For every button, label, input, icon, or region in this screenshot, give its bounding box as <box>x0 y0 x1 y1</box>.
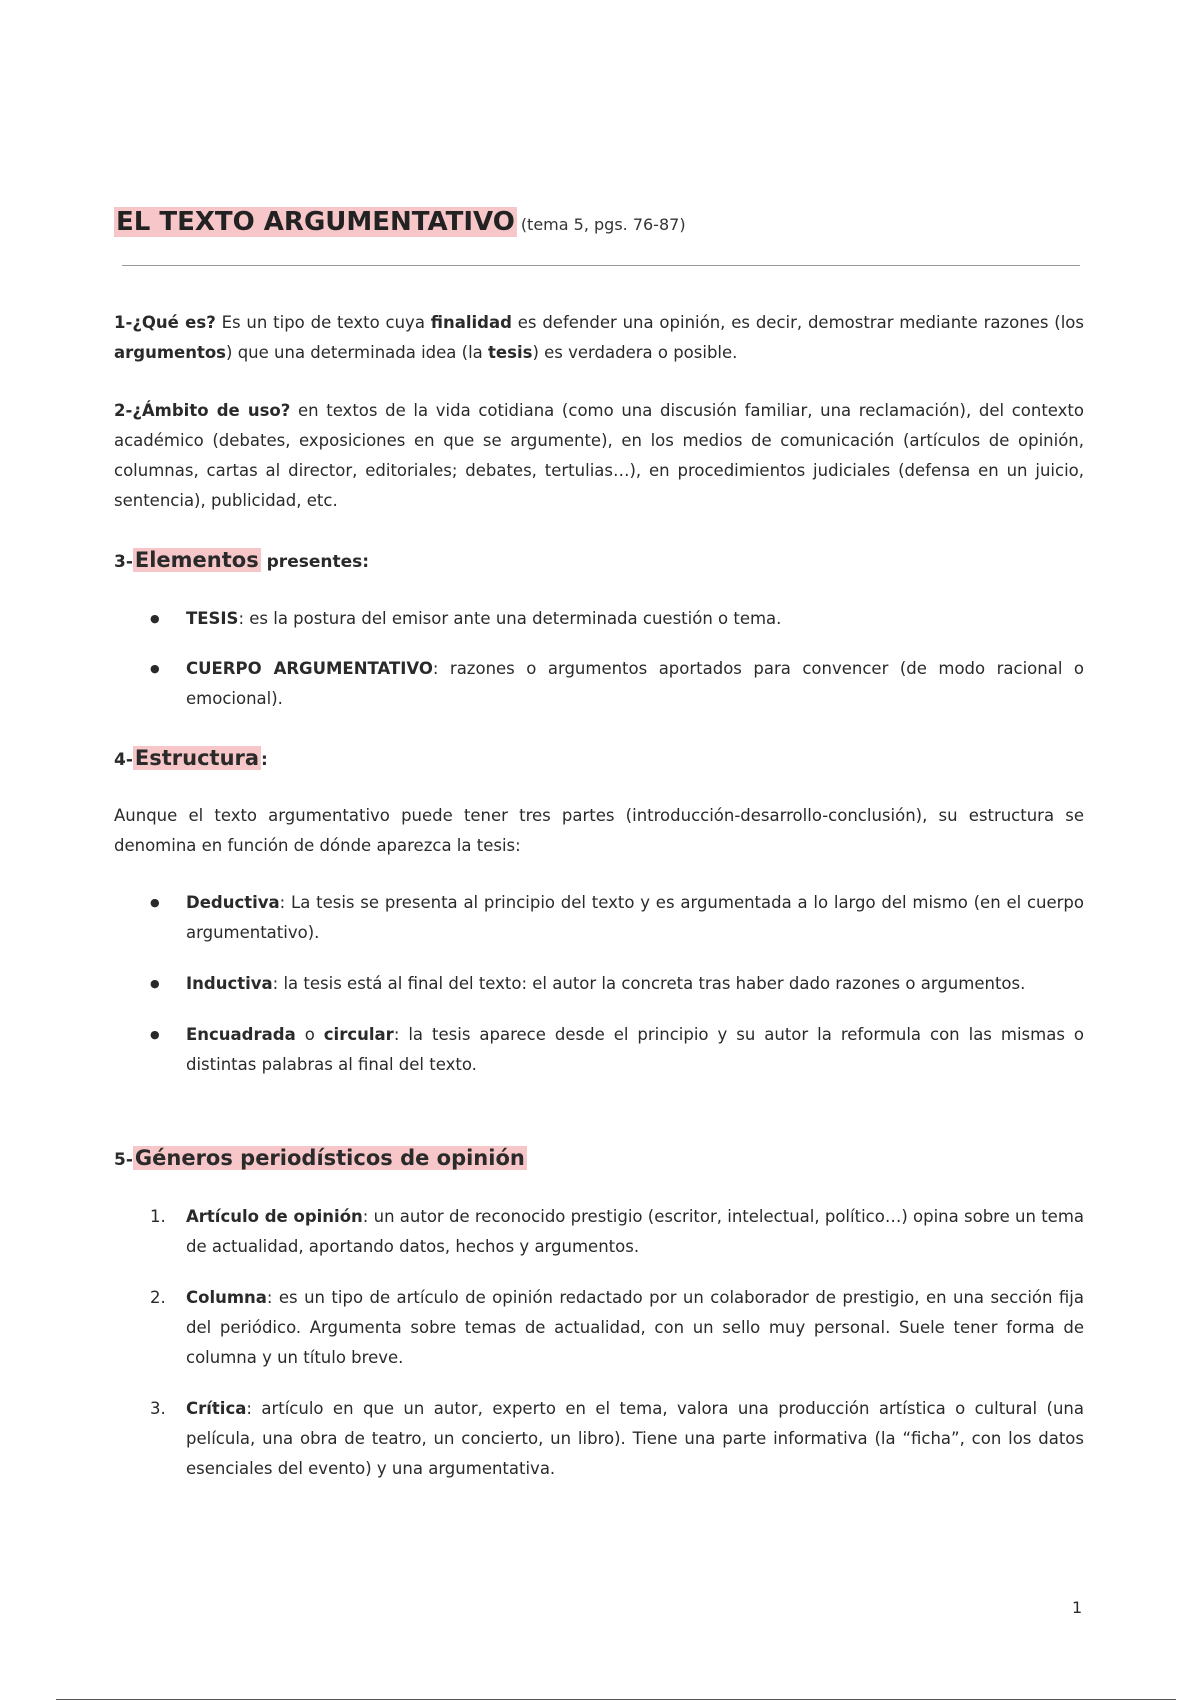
list-item <box>114 969 1084 999</box>
list-item-term: CUERPO ARGUMENTATIVO <box>186 659 433 678</box>
list-item-text: : la tesis está al final del texto: el autor la concreta tras haber dado razones o argumentos. <box>272 974 1026 993</box>
section-4-heading <box>114 740 268 778</box>
section-1-bold-finalidad: finalidad <box>430 313 512 332</box>
section-1-text-c: ) que una determinada idea (la <box>226 343 489 362</box>
section-3-highlight: Elementos <box>134 548 259 572</box>
section-2-label: 2-¿Ámbito de uso? <box>114 401 291 420</box>
section-2-paragraph <box>114 396 1084 516</box>
list-item-term: Inductiva <box>186 974 273 993</box>
document-content <box>114 200 1084 1478</box>
list-item-text: : razones o argumentos aportados para convencer (de modo racional o emocional). <box>186 659 1084 708</box>
section-2-text: en textos de la vida cotidiana (como una discusión familiar, una reclamación), del contexto académico (debates, exposiciones en que se argumente), en los medios de comunicación (artículos de opinión, columnas, cartas al director, editoriales; debates, tertulias…), en procedimientos judiciales (defensa en un juicio, sentencia), publicidad, etc. <box>114 401 1084 510</box>
header-divider <box>122 265 1080 266</box>
section-1-paragraph <box>114 308 1084 368</box>
list-item-term: Crítica <box>186 1399 247 1418</box>
page-number: 1 <box>1072 1598 1083 1617</box>
section-3-number: 3- <box>114 552 133 572</box>
section-4-intro: Aunque el texto argumentativo puede tener tres partes (introducción-desarrollo-conclusión), su estructura se denomina en función de dónde aparezca la tesis: <box>114 806 1084 855</box>
list-item-number: 2. <box>150 1288 166 1307</box>
section-1-text-b: es defender una opinión, es decir, demostrar mediante razones (los <box>511 313 1084 332</box>
list-item-text: : es un tipo de artículo de opinión redactado por un colaborador de prestigio, en una sección fija del periódico. Argumenta sobre temas de actualidad, con un sello muy personal. Suele tener forma de columna y un título breve. <box>186 1288 1084 1367</box>
list-item <box>114 1202 1084 1262</box>
section-4-heading-suffix: : <box>261 750 268 770</box>
document-title-reference: (tema 5, pgs. 76-87) <box>520 215 686 234</box>
list-item <box>114 1020 1084 1080</box>
list-item <box>114 1283 1084 1373</box>
list-item-number: 1. <box>150 1207 166 1226</box>
section-1-bold-tesis: tesis <box>488 343 533 362</box>
section-5-heading <box>114 1140 527 1178</box>
list-item-term: Columna <box>186 1288 267 1307</box>
list-item-term: Deductiva <box>186 893 280 912</box>
section-5-number: 5- <box>114 1150 133 1170</box>
section-1-bold-argumentos: argumentos <box>114 343 227 362</box>
list-item <box>114 654 1084 714</box>
section-3-heading-suffix: presentes: <box>260 552 370 572</box>
elements-list <box>114 604 1084 714</box>
section-4-number: 4- <box>114 750 133 770</box>
list-item-text: : es la postura del emisor ante una determinada cuestión o tema. <box>238 609 782 628</box>
list-item-term: Encuadrada <box>186 1025 296 1044</box>
list-item <box>114 888 1084 948</box>
document-header <box>114 200 1084 244</box>
list-item-term: Artículo de opinión <box>186 1207 363 1226</box>
list-item-text: : La tesis se presenta al principio del texto y es argumentada a lo largo del mismo (en el cuerpo argumentativo). <box>186 893 1084 942</box>
section-1-label: 1-¿Qué es? <box>114 313 216 332</box>
document-title: EL TEXTO ARGUMENTATIVO <box>116 207 515 237</box>
list-item-text: : artículo en que un autor, experto en el tema, valora una producción artística o cultural (una película, una obra de teatro, un concierto, un libro). Tiene una parte informativa (la “ficha”, con los datos esenciales del evento) y una argumentativa. <box>186 1399 1084 1478</box>
list-item <box>114 1394 1084 1484</box>
section-1-text-a: Es un tipo de texto cuya <box>215 313 431 332</box>
list-item-text: : la tesis aparece desde el principio y su autor la reformula con las mismas o distintas palabras al final del texto. <box>186 1025 1084 1074</box>
section-3-heading <box>114 542 369 580</box>
list-item-number: 3. <box>150 1399 166 1418</box>
section-4-highlight: Estructura <box>134 746 260 770</box>
structure-list <box>114 888 1084 1080</box>
list-item-connector: o <box>295 1025 324 1044</box>
list-item-term: TESIS <box>186 609 239 628</box>
list-item-text: : un autor de reconocido prestigio (escritor, intelectual, político…) opina sobre un tema de actualidad, aportando datos, hechos y argumentos. <box>186 1207 1084 1256</box>
section-5-highlight: Géneros periodísticos de opinión <box>134 1146 525 1170</box>
list-item-term-2: circular <box>323 1025 394 1044</box>
genres-list <box>114 1202 1084 1484</box>
list-item <box>114 604 1084 634</box>
section-1-text-d: ) es verdadera o posible. <box>532 343 738 362</box>
